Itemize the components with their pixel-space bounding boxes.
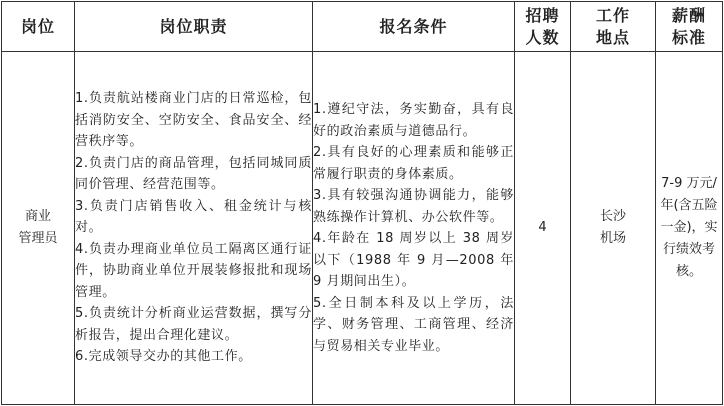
cell-headcount: 4 [515, 52, 571, 405]
table-row [2, 52, 723, 405]
duty-item: 3.负责门店销售收入、租金统计与核对。 [75, 198, 312, 236]
duty-item: 2.负责门店的商品管理，包括同城同质同价管理、经营范围等。 [75, 155, 312, 193]
header-duties: 岗位职责 [75, 2, 313, 52]
header-salary [656, 2, 723, 52]
duty-item: 5.负责统计分析商业运营数据，撰写分析报告，提出合理化建议。 [75, 306, 312, 343]
cell-salary: 7-9 万元/年(含五险一金)，实行绩效考核。 [656, 52, 723, 405]
duty-item: 4.负责办理商业单位员工隔离区通行证件，协助商业单位开展装修报批和现场管理。 [75, 241, 312, 300]
header-headcount [515, 2, 571, 52]
cell-requirements [313, 52, 515, 405]
requirement-item: 1.遵纪守法，务实勤奋，具有良好的政治素质与道德品行。 [313, 102, 514, 139]
duty-item: 6.完成领导交办的其他工作。 [75, 349, 252, 365]
requirement-item: 5.全日制本科及以上学历，法学、财务管理、工商管理、经济与贸易相关专业毕业。 [313, 295, 514, 354]
header-row [2, 2, 723, 52]
location-line: 机场 [599, 231, 626, 246]
requirement-item: 3.具有较强沟通协调能力，能够熟练操作计算机、办公软件等。 [313, 188, 514, 225]
position-line: 商业 [24, 209, 51, 224]
cell-duties [75, 52, 313, 405]
requirement-item: 2.具有良好的心理素质和能够正常履行职责的身体素质。 [313, 145, 514, 182]
position-line: 管理员 [18, 231, 58, 246]
header-position: 岗位 [2, 2, 75, 52]
header-location [571, 2, 656, 52]
duty-item: 1.负责航站楼商业门店的日常巡检，包括消防安全、空防安全、食品安全、经营秩序等。 [75, 91, 312, 150]
header-salary-line: 标准 [671, 27, 706, 47]
header-location-line: 地点 [595, 27, 630, 47]
location-line: 长沙 [599, 209, 626, 224]
job-posting-table [1, 1, 723, 405]
header-location-line: 工作 [595, 5, 630, 25]
header-requirements: 报名条件 [313, 2, 515, 52]
cell-position [2, 52, 75, 405]
cell-location [571, 52, 656, 405]
requirement-item: 4.年龄在 18 周岁以上 38 周岁以下（1988 年 9 月—2008 年 9 月期间出生）。 [313, 231, 514, 289]
header-headcount-line: 人数 [525, 27, 560, 47]
header-salary-line: 薪酬 [671, 5, 706, 25]
header-headcount-line: 招聘 [525, 5, 560, 25]
